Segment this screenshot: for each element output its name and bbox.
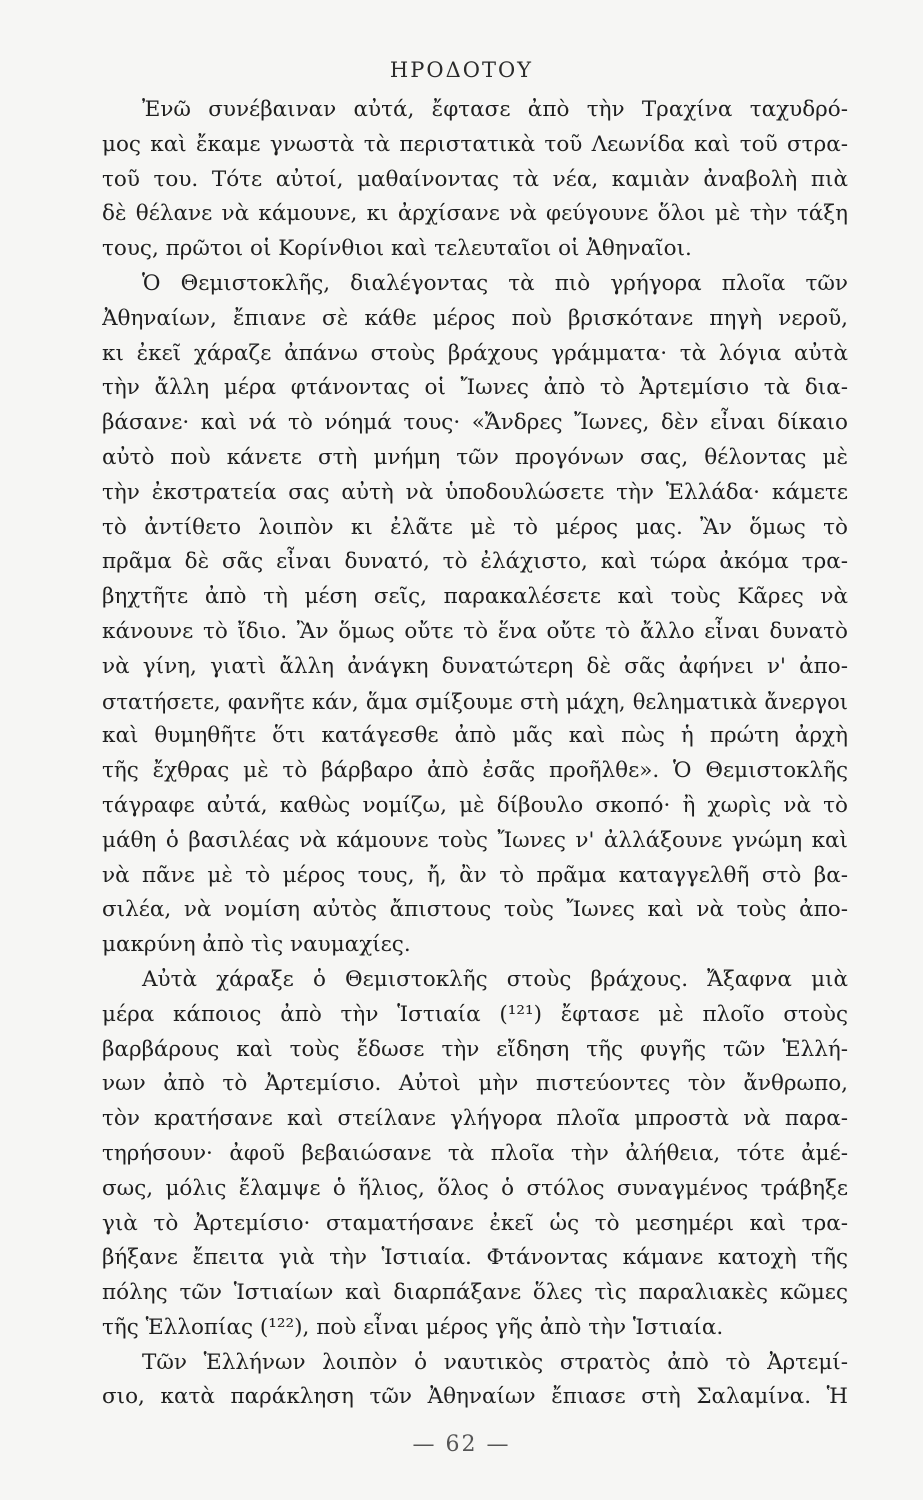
- text-line: τῆς Ἑλλοπίας (¹²²), ποὺ εἶναι μέρος γῆς ἀπὸ τὴν Ἱστιαία.: [102, 1314, 724, 1340]
- text-line: γιὰ τὸ Ἀρτεμίσιο· σταματήσανε ἐκεῖ ὡς τὸ μεσημέρι καὶ τρα-: [102, 1210, 848, 1236]
- text-line: αὐτὸ ποὺ κάνετε στὴ μνήμη τῶν προγόνων σας, θέλοντας μὲ: [102, 444, 848, 470]
- text-line: τὴν ἐκστρατεία σας αὐτὴ νὰ ὑποδουλώσετε τὴν Ἑλλάδα· κάμετε: [102, 479, 848, 505]
- text-line: Ἐνῶ συνέβαιναν αὐτά, ἔφτασε ἀπὸ τὴν Τραχίνα ταχυδρό-: [142, 97, 848, 122]
- text-line: σως, μόλις ἔλαμψε ὁ ἥλιος, ὅλος ὁ στόλος συναγμένος τράβηξε: [102, 1175, 848, 1201]
- text-line: στατήσετε, φανῆτε κάν, ἅμα σμίξουμε στὴ μάχη, θεληματικὰ ἄνεργοι: [102, 689, 848, 714]
- text-line: κάνουνε τὸ ἴδιο. Ἂν ὅμως οὔτε τὸ ἕνα οὔτε τὸ ἄλλο εἶναι δυνατὸ: [102, 618, 848, 644]
- text-line: Ἀθηναίων, ἔπιανε σὲ κάθε μέρος ποὺ βρισκότανε πηγὴ νεροῦ,: [102, 305, 848, 331]
- text-line: σιλέα, νὰ νομίση αὐτὸς ἄπιστους τοὺς Ἴωνες καὶ νὰ τοὺς ἀπο-: [102, 897, 848, 923]
- text-line: μέρα κάποιος ἀπὸ τὴν Ἱστιαία (¹²¹) ἔφτασε μὲ πλοῖο στοὺς: [102, 1001, 848, 1027]
- text-line: σιο, κατὰ παράκληση τῶν Ἀθηναίων ἔπιασε στὴ Σαλαμίνα. Ἡ: [102, 1384, 848, 1410]
- text-line: πρᾶμα δὲ σᾶς εἶναι δυνατό, τὸ ἐλάχιστο, καὶ τώρα ἀκόμα τρα-: [102, 549, 848, 575]
- body-text: [102, 93, 848, 1415]
- text-line: τὸ ἀντίθετο λοιπὸν κι ἐλᾶτε μὲ τὸ μέρος μας. Ἂν ὅμως τὸ: [102, 514, 848, 540]
- text-line: τῆς ἔχθρας μὲ τὸ βάρβαρο ἀπὸ ἐσᾶς προῆλθε». Ὁ Θεμιστοκλῆς: [102, 758, 848, 784]
- text-line: νὰ πᾶνε μὲ τὸ μέρος τους, ἤ, ἂν τὸ πρᾶμα καταγγελθῆ στὸ βα-: [102, 862, 848, 888]
- text-line: μακρύνη ἀπὸ τὶς ναυμαχίες.: [102, 932, 411, 958]
- text-line: μος καὶ ἔκαμε γνωστὰ τὰ περιστατικὰ τοῦ Λεωνίδα καὶ τοῦ στρα-: [102, 131, 848, 157]
- text-line: πόλης τῶν Ἱστιαίων καὶ διαρπάξανε ὅλες τὶς παραλιακὲς κῶμες: [102, 1280, 848, 1306]
- text-line: βαρβάρους καὶ τοὺς ἔδωσε τὴν εἴδηση τῆς φυγῆς τῶν Ἑλλή-: [102, 1036, 848, 1062]
- text-line: μάθη ὁ βασιλέας νὰ κάμουνε τοὺς Ἴωνες ν' ἀλλάξουνε γνώμη καὶ: [102, 827, 848, 853]
- text-line: βάσανε· καὶ νά τὸ νόημά τους· «Ἄνδρες Ἴωνες, δὲν εἶναι δίκαιο: [102, 410, 848, 436]
- text-line: Ὁ Θεμιστοκλῆς, διαλέγοντας τὰ πιὸ γρήγορα πλοῖα τῶν: [142, 270, 848, 296]
- text-line: τάγραφε αὐτά, καθὼς νομίζω, μὲ δίβουλο σκοπό· ἢ χωρὶς νὰ τὸ: [102, 792, 848, 818]
- text-line: Τῶν Ἑλλήνων λοιπὸν ὁ ναυτικὸς στρατὸς ἀπὸ τὸ Ἀρτεμί-: [142, 1349, 848, 1375]
- text-line: τὸν κρατήσανε καὶ στείλανε γλήγορα πλοῖα μπροστὰ νὰ παρα-: [102, 1106, 848, 1132]
- text-line: τηρήσουν· ἀφοῦ βεβαιώσανε τὰ πλοῖα τὴν ἀλήθεια, τότε ἀμέ-: [102, 1140, 848, 1166]
- text-line: βηχτῆτε ἀπὸ τὴ μέση σεῖς, παρακαλέσετε καὶ τοὺς Κᾶρες νὰ: [102, 584, 848, 610]
- text-line: βήξανε ἔπειτα γιὰ τὴν Ἱστιαία. Φτάνοντας κάμανε κατοχὴ τῆς: [102, 1245, 848, 1271]
- text-line: δὲ θέλανε νὰ κάμουνε, κι ἀρχίσανε νὰ φεύγουνε ὅλοι μὲ τὴν τάξη: [102, 201, 848, 227]
- running-head: ΗΡΟΔΟΤΟΥ: [389, 58, 534, 82]
- text-line: νων ἀπὸ τὸ Ἀρτεμίσιο. Αὐτοὶ μὴν πιστεύοντες τὸν ἄνθρωπο,: [102, 1071, 848, 1097]
- text-line: κι ἐκεῖ χάραζε ἀπάνω στοὺς βράχους γράμματα· τὰ λόγια αὐτὰ: [102, 340, 848, 366]
- text-line: καὶ θυμηθῆτε ὅτι κατάγεσθε ἀπὸ μᾶς καὶ πὼς ἡ πρώτη ἀρχὴ: [102, 723, 848, 749]
- text-line: τους, πρῶτοι οἱ Κορίνθιοι καὶ τελευταῖοι οἱ Ἀθηναῖοι.: [102, 236, 692, 262]
- text-line: νὰ γίνη, γιατὶ ἄλλη ἀνάγκη δυνατώτερη δὲ σᾶς ἀφήνει ν' ἀπο-: [102, 653, 848, 679]
- page-number: — 62 —: [412, 1432, 511, 1457]
- text-line: τοῦ του. Τότε αὐτοί, μαθαίνοντας τὰ νέα, καμιὰν ἀναβολὴ πιὰ: [102, 166, 848, 192]
- text-line: Αὐτὰ χάραξε ὁ Θεμιστοκλῆς στοὺς βράχους. Ἄξαφνα μιὰ: [142, 966, 848, 992]
- text-line: τὴν ἄλλη μέρα φτάνοντας οἱ Ἴωνες ἀπὸ τὸ Ἀρτεμίσιο τὰ δια-: [102, 375, 848, 401]
